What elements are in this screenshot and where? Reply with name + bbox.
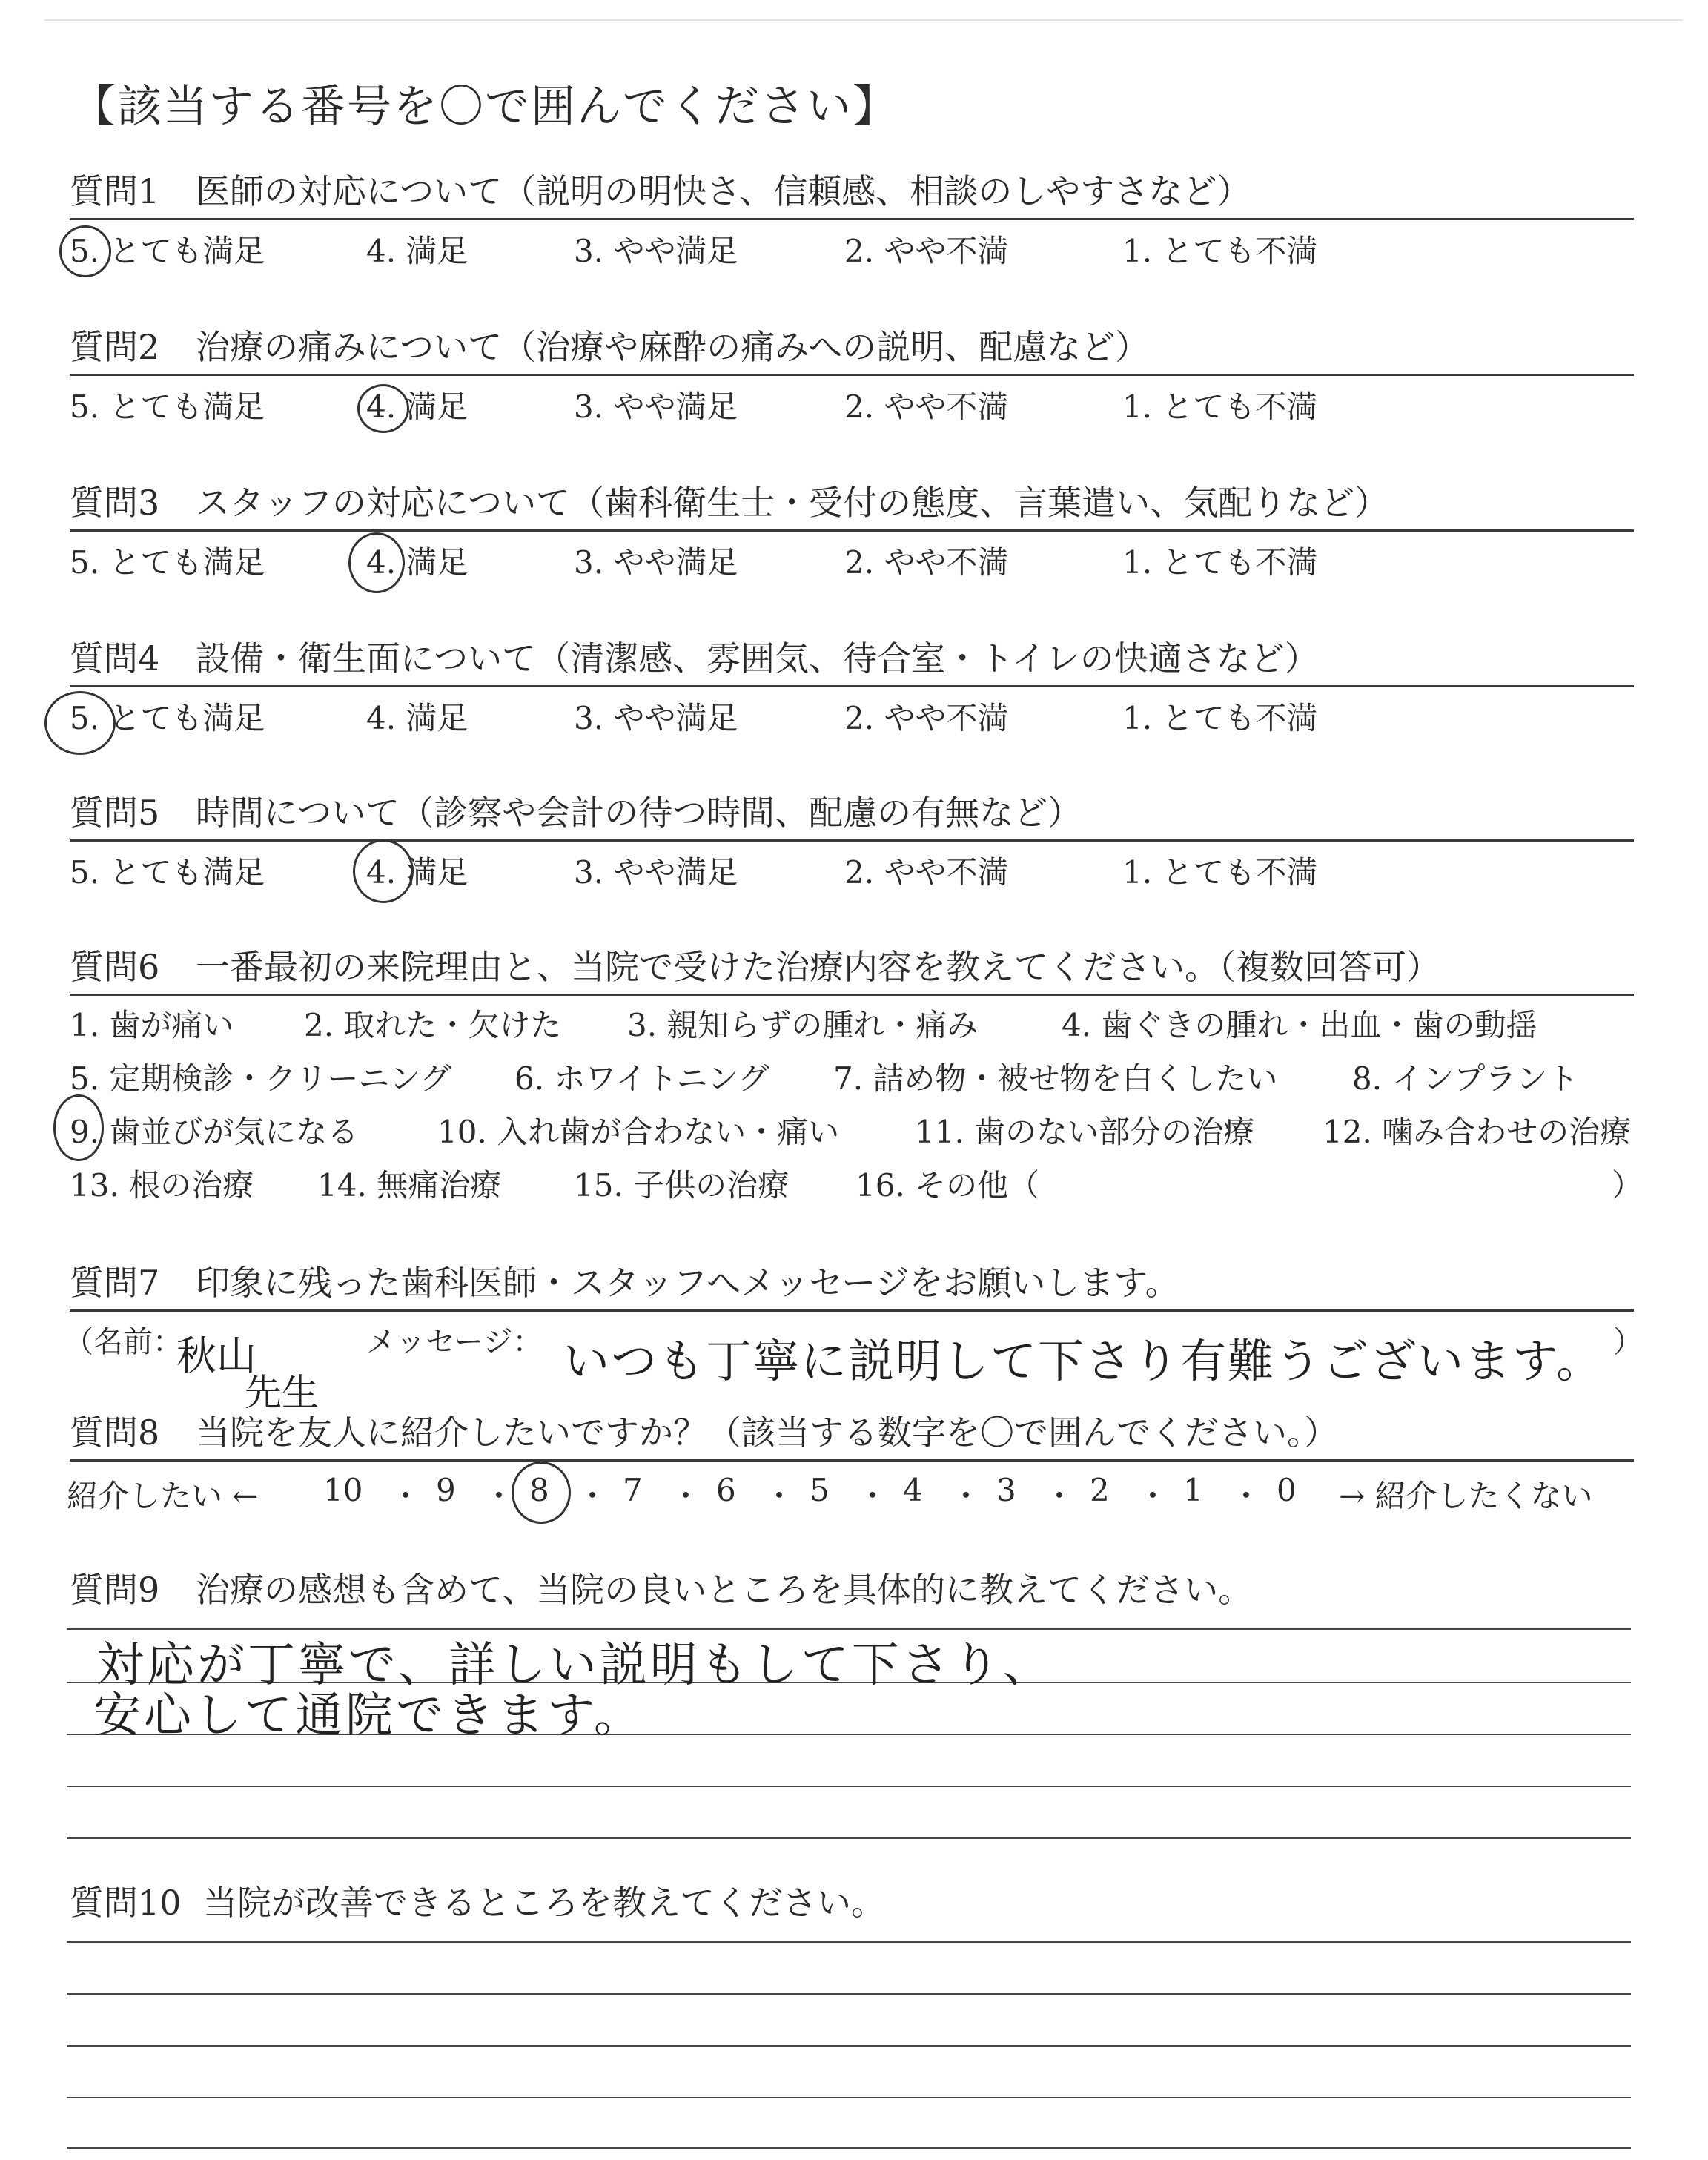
option-1[interactable]: 1. とても不満 [1122,700,1318,736]
option-1[interactable]: 1. とても不満 [1122,233,1318,269]
q6-option-3[interactable]: 3. 親知らずの腫れ・痛み [627,1007,979,1043]
option-3[interactable]: 3. やや満足 [574,854,738,891]
question-7 [70,1259,1626,1307]
answer-rule [70,685,1634,687]
question-1 [70,168,1626,269]
option-5[interactable]: 5. とても満足 [70,700,265,736]
scale-dot: ・ [950,1478,982,1514]
form-title: 【該当する番号を〇で囲んでください】 [71,81,898,133]
answer-rule [70,529,1634,532]
handwritten-answer-line-2: 安心して通院できます。 [93,1688,644,1743]
option-3[interactable]: 3. やや満足 [574,700,738,736]
q6-option-16[interactable]: 16. その他（ [855,1167,1040,1203]
selection-circle [353,839,414,903]
question-text: 医師の対応について（説明の明快さ、信頼感、相談のしやすさなど） [196,171,1251,211]
answer-options [70,538,1626,583]
option-5[interactable]: 5. とても満足 [70,389,265,425]
answer-rule [70,994,1634,996]
option-2[interactable]: 2. やや不満 [844,389,1009,425]
page-top-border [44,19,1683,21]
answer-line [67,1941,1631,1943]
question-number: 質問7 [70,1263,160,1303]
q6-other-close-paren: ） [1612,1167,1644,1203]
option-1[interactable]: 1. とても不満 [1122,854,1318,891]
question-number: 質問6 [70,947,160,987]
scale-value-8[interactable]: 8 [529,1472,549,1508]
question-5 [70,789,1626,891]
message-close-paren: ） [1613,1325,1643,1359]
question-text: 当院を友人に紹介したいですか？（該当する数字を〇で囲んでください。） [196,1413,1338,1453]
q6-row [70,1054,1634,1099]
answer-rule [70,1459,1634,1462]
option-4[interactable]: 4. 満足 [366,389,469,425]
answer-line [67,1786,1631,1787]
selection-circle [44,691,116,755]
scale-dot: ・ [1231,1478,1262,1514]
scale-right-label: → 紹介したくない [1339,1478,1593,1514]
question-text: スタッフの対応について（歯科衛生士・受付の態度、言葉遣い、気配りなど） [196,483,1389,523]
handwritten-name-title: 先生 [245,1371,319,1414]
selection-circle [512,1462,571,1524]
handwritten-message: いつも丁寧に説明して下さり有難うございます。 [563,1334,1604,1388]
selection-circle [348,532,405,593]
q6-option-14[interactable]: 14. 無痛治療 [317,1167,502,1203]
q6-option-8[interactable]: 8. インプラント [1352,1060,1579,1097]
question-number: 質問9 [70,1570,160,1610]
scale-dot: ・ [390,1478,422,1514]
answer-line [67,2045,1631,2047]
q6-row [70,1161,1644,1206]
question-text: 治療の感想も含めて、当院の良いところを具体的に教えてください。 [196,1570,1253,1610]
scale-value-9[interactable]: 9 [436,1472,456,1508]
question-2 [70,323,1626,425]
question-number: 質問2 [70,327,160,367]
question-number: 質問3 [70,483,160,523]
q6-row [70,1108,1634,1152]
option-4[interactable]: 4. 満足 [366,854,469,891]
answer-line [67,2147,1631,2149]
answer-line [67,2097,1631,2098]
selection-circle [53,1094,104,1161]
option-2[interactable]: 2. やや不満 [844,544,1009,581]
question-4 [70,635,1626,736]
scale-dot: ・ [670,1478,702,1514]
scale-dot: ・ [1044,1478,1076,1514]
question-number: 質問8 [70,1413,160,1453]
option-4[interactable]: 4. 満足 [366,233,469,269]
q6-option-4[interactable]: 4. 歯ぐきの腫れ・出血・歯の動揺 [1062,1007,1537,1043]
scale-value-3[interactable]: 3 [996,1472,1016,1508]
option-2[interactable]: 2. やや不満 [844,700,1009,736]
question-number: 質問1 [70,171,160,211]
answer-line [67,1837,1631,1839]
q6-option-6[interactable]: 6. ホワイトニング [514,1060,769,1097]
option-1[interactable]: 1. とても不満 [1122,544,1318,581]
question-number: 質問5 [70,793,160,833]
question-3 [70,479,1626,581]
q6-option-11[interactable]: 11. 歯のない部分の治療 [915,1114,1255,1150]
scale-value-1[interactable]: 1 [1183,1472,1203,1508]
question-number: 質問10 [70,1883,182,1923]
scale-dot: ・ [483,1478,515,1514]
option-4[interactable]: 4. 満足 [366,544,469,581]
answer-line [67,1993,1631,1995]
question-text: 治療の痛みについて（治療や麻酔の痛みへの説明、配慮など） [196,327,1150,367]
question-text: 当院が改善できるところを教えてください。 [203,1883,885,1923]
scale-dot: ・ [857,1478,889,1514]
scale-dot: ・ [577,1478,609,1514]
question-6 [70,943,1626,991]
question-text: 印象に残った歯科医師・スタッフへメッセージをお願いします。 [196,1263,1179,1303]
question-10 [70,1879,1626,1926]
handwritten-answer-line-1: 対応が丁寧で、詳しい説明もして下さり、 [96,1638,1053,1693]
option-1[interactable]: 1. とても不満 [1122,389,1318,425]
q6-option-2[interactable]: 2. 取れた・欠けた [304,1007,562,1043]
q6-option-15[interactable]: 15. 子供の治療 [574,1167,790,1203]
scale-value-2[interactable]: 2 [1090,1472,1110,1508]
selection-circle [357,384,409,433]
q6-option-9[interactable]: 9. 歯並びが気になる [70,1114,359,1150]
question-number: 質問4 [70,638,160,678]
option-5[interactable]: 5. とても満足 [70,544,265,581]
name-label: （名前： [64,1325,182,1359]
selection-circle [59,225,111,277]
q6-row [70,1001,1634,1046]
answer-options [70,848,1626,893]
handwritten-name: 秋山 [176,1332,256,1379]
q6-option-12[interactable]: 12. 噛み合わせの治療 [1323,1114,1632,1150]
option-2[interactable]: 2. やや不満 [844,233,1009,269]
q6-option-1[interactable]: 1. 歯が痛い [70,1007,234,1043]
answer-rule [70,218,1634,220]
option-4[interactable]: 4. 満足 [366,700,469,736]
q6-option-7[interactable]: 7. 詰め物・被せ物を白くしたい [833,1060,1278,1097]
option-3[interactable]: 3. やや満足 [574,544,738,581]
answer-options [70,694,1626,739]
scale-value-10[interactable]: 10 [323,1472,363,1508]
scale-value-4[interactable]: 4 [903,1472,923,1508]
option-2[interactable]: 2. やや不満 [844,854,1009,891]
scale-value-7[interactable]: 7 [623,1472,643,1508]
option-5[interactable]: 5. とても満足 [70,233,265,269]
scale-dot: ・ [1137,1478,1169,1514]
q6-option-5[interactable]: 5. 定期検診・クリーニング [70,1060,451,1097]
recommend-scale [67,1472,1631,1516]
question-text: 時間について（診察や会計の待つ時間、配慮の有無など） [196,793,1082,833]
question-8 [70,1409,1626,1456]
answer-rule [70,1309,1634,1312]
question-9 [70,1566,1626,1614]
option-3[interactable]: 3. やや満足 [574,233,738,269]
scale-dot: ・ [764,1478,795,1514]
q6-option-13[interactable]: 13. 根の治療 [70,1167,254,1203]
answer-rule [70,374,1634,376]
question-text: 一番最初の来院理由と、当院で受けた治療内容を教えてください。（複数回答可） [196,947,1440,987]
answer-options [70,227,1626,271]
option-5[interactable]: 5. とても満足 [70,854,265,891]
scale-left-label: 紹介したい ← [67,1478,259,1514]
scale-value-6[interactable]: 6 [716,1472,736,1508]
question-text: 設備・衛生面について（清潔感、雰囲気、待合室・トイレの快適さなど） [196,638,1319,678]
scale-value-5[interactable]: 5 [810,1472,830,1508]
q6-option-10[interactable]: 10. 入れ歯が合わない・痛い [437,1114,840,1150]
message-label: メッセージ： [366,1325,543,1359]
scale-value-0[interactable]: 0 [1277,1472,1297,1508]
option-3[interactable]: 3. やや満足 [574,389,738,425]
answer-rule [70,839,1634,842]
answer-options [70,383,1626,427]
